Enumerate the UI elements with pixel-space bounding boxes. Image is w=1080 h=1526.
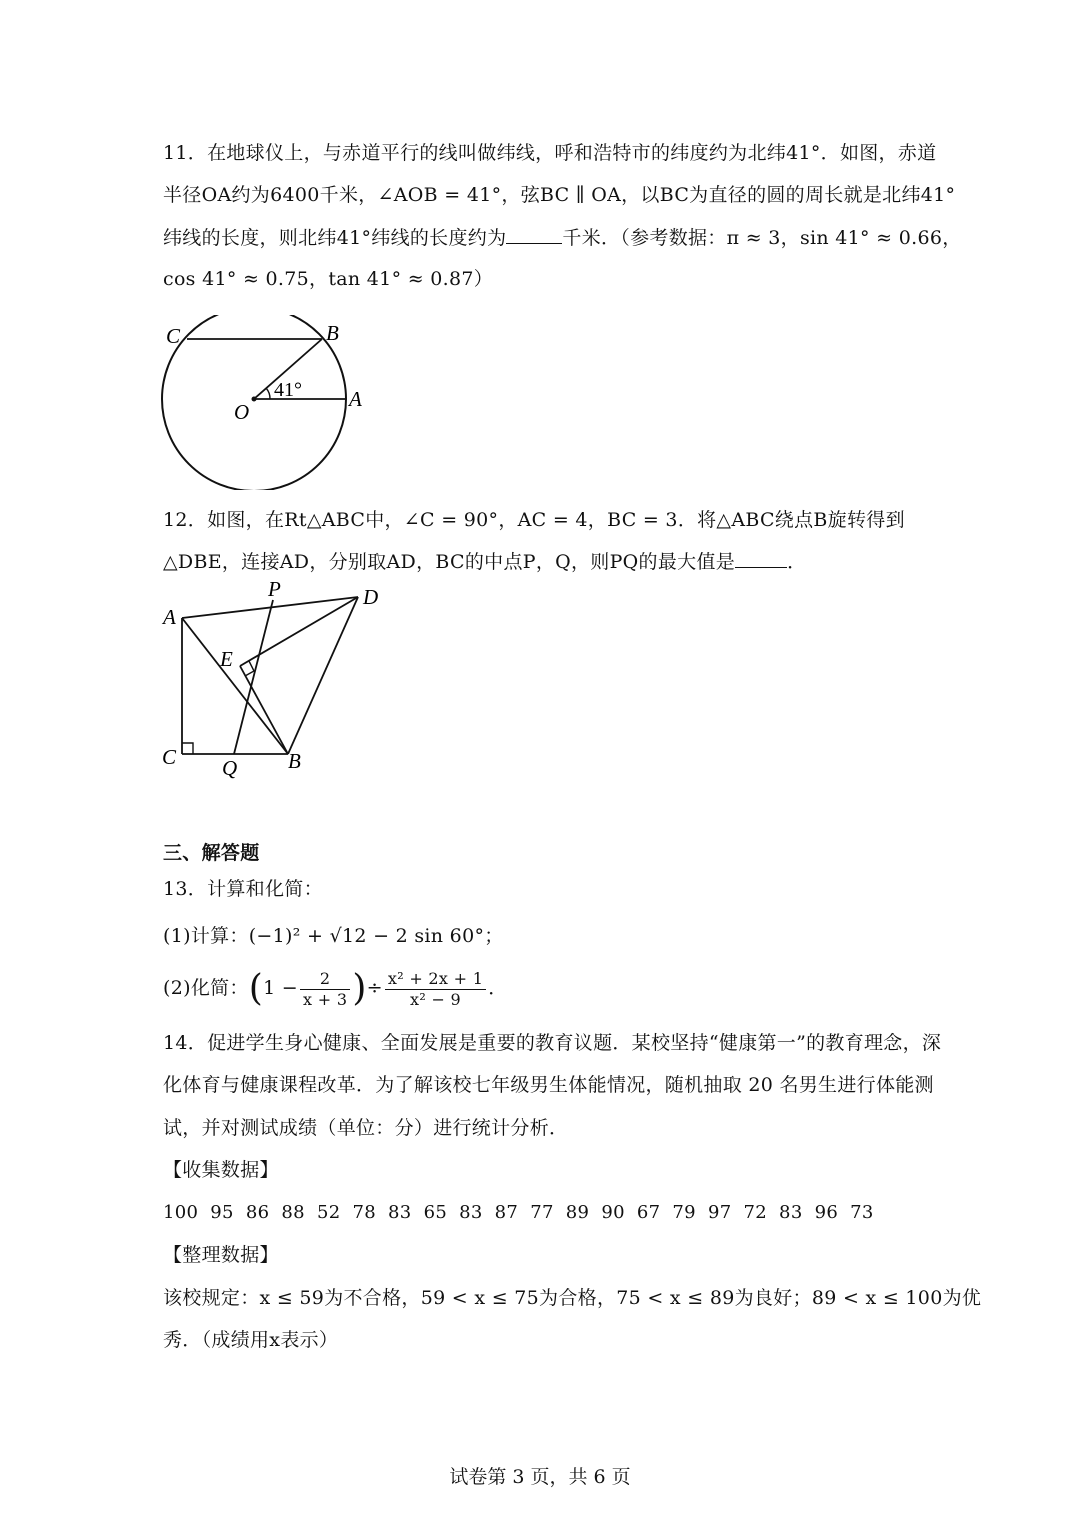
q11-line-4: cos 41° ≈ 0.75，tan 41° ≈ 0.87） [163,268,494,290]
label-p: P [268,580,281,601]
label-e: E [220,647,233,671]
q11-circle-figure [160,315,380,490]
label-c2: C [162,745,177,769]
q12-line-2-text: △DBE，连接AD，分别取AD，BC的中点P，Q，则PQ的最大值是 [163,551,736,573]
fraction-2-numerator: x² + 2x + 1 [385,969,486,990]
right-paren: ) [352,968,367,1009]
one-minus: 1 − [263,977,299,999]
label-d: D [363,585,379,609]
label-b2: B [288,749,301,773]
label-a2: A [163,605,176,629]
data-values: 100 95 86 88 52 78 83 65 83 87 77 89 90 67 79 97 72 83 96 73 [163,1202,874,1223]
segment-eb [240,666,288,754]
q13-part-2 [163,966,508,1016]
section-title: 三、解答题 [163,842,260,864]
fraction-1 [300,969,350,1010]
left-paren: ( [248,968,264,1009]
q12-line-2 [163,549,806,575]
segment-db [288,597,358,754]
page-footer: 试卷第 3 页，共 6 页 [449,1466,631,1488]
angle-arc [266,388,270,399]
collect-data-title: 【收集数据】 [163,1159,279,1181]
q14-line-2: 化体育与健康课程改革．为了解该校七年级男生体能情况，随机抽取 20 名男生进行体能测 [163,1074,934,1096]
q12-triangle-figure [158,580,398,780]
q12-answer-blank [735,549,787,568]
label-angle: 41° [274,379,302,401]
fraction-2-denominator: x² − 9 [410,989,462,1009]
center-point-o [252,397,257,402]
label-b: B [326,321,339,345]
q11-line-2: 半径OA约为6400千米，∠AOB = 41°，弦BC ∥ OA，以BC为直径的圆的周长就是北纬41° [163,184,956,206]
segment-pq [234,600,273,754]
label-q: Q [222,756,238,780]
fraction-1-denominator: x + 3 [303,989,348,1009]
right-angle-c [182,743,193,754]
rule-line-2: 秀．（成绩用x表示） [163,1329,339,1351]
q12-line-1: 12．如图，在Rt△ABC中，∠C = 90°，AC = 4，BC = 3．将△ABC绕点B旋转得到 [163,509,905,531]
q11-line-1: 11．在地球仪上，与赤道平行的线叫做纬线，呼和浩特市的纬度约为北纬41°．如图，赤道 [163,142,937,164]
q13-part-2-end: ． [488,977,508,999]
label-a: A [349,387,362,411]
q11-line-3-text: 纬线的长度，则北纬41°纬线的长度约为 [163,227,507,249]
q14-line-3: 试，并对测试成绩（单位：分）进行统计分析． [163,1117,569,1139]
divide-sign: ÷ [366,977,383,999]
fraction-1-numerator: 2 [300,969,350,990]
q12-line-2-end: ． [787,551,807,573]
q14-line-1: 14．促进学生身心健康、全面发展是重要的教育议题．某校坚持“健康第一”的教育理念，深 [163,1032,942,1054]
label-c: C [166,324,181,348]
q11-answer-blank [506,225,562,244]
fraction-2 [385,969,486,1010]
segment-de [240,597,358,666]
q11-line-3-reference: 千米．（参考数据：π ≈ 3，sin 41° ≈ 0.66， [562,227,962,249]
q13-title: 13．计算和化简： [163,878,323,900]
segment-ab [182,618,288,754]
q11-line-3 [163,225,962,251]
organize-data-title: 【整理数据】 [163,1244,279,1266]
label-o: O [234,400,250,424]
q13-part-1: (1)计算：(−1)² + √12 − 2 sin 60°； [163,925,504,947]
rule-line-1: 该校规定：x ≤ 59为不合格，59 < x ≤ 75为合格，75 < x ≤ 89为良好；89 < x ≤ 100为优 [163,1287,982,1309]
q13-part-2-prefix: (2)化简： [163,977,249,999]
